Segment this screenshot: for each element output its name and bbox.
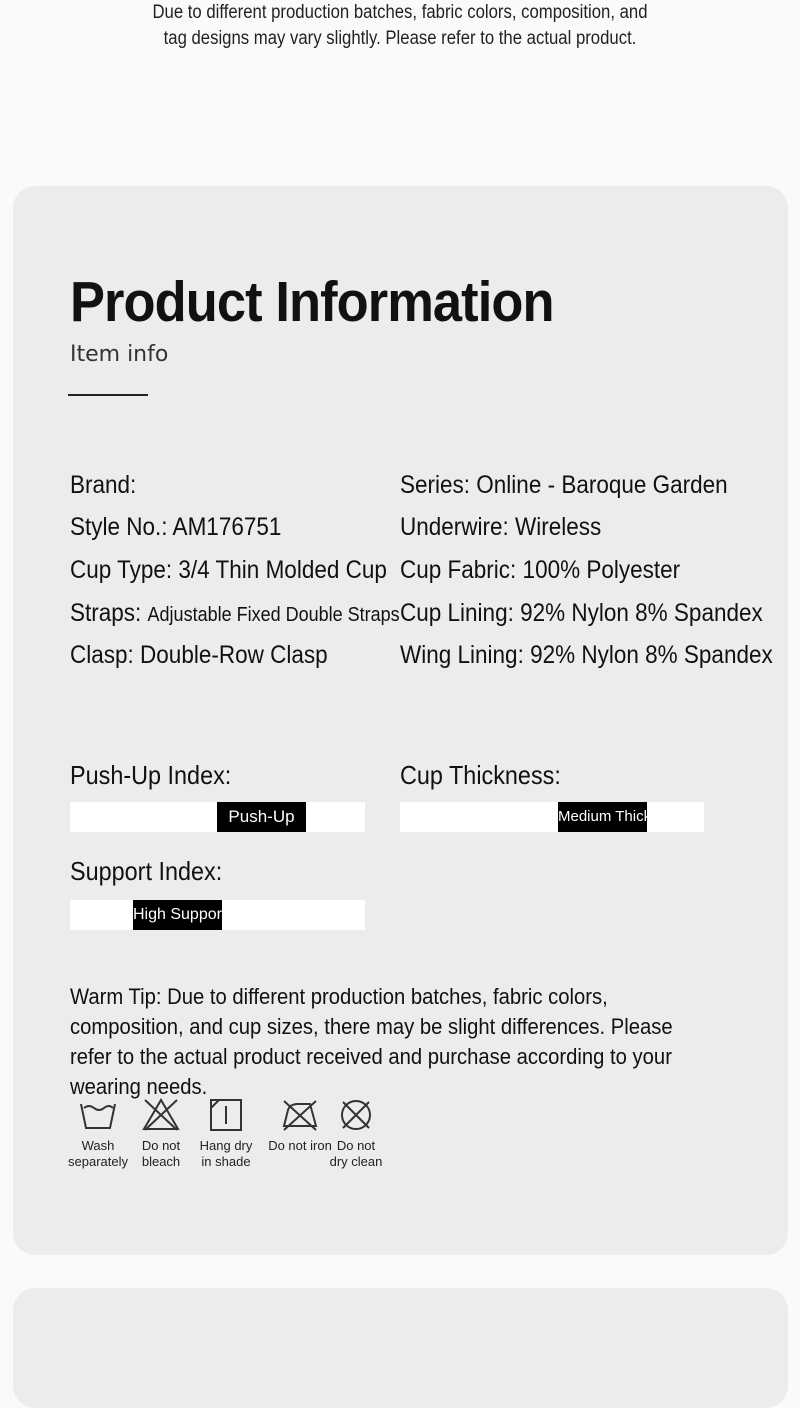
spec-series: [400, 470, 728, 500]
spec-label: Brand:: [70, 471, 137, 499]
disclaimer-line-2: tag designs may vary slightly. Please refer to the actual product.: [163, 28, 637, 49]
section-subtitle: Item info: [70, 342, 169, 367]
spec-underwire: [400, 512, 601, 542]
care-label-line-2: separately: [68, 1154, 128, 1169]
care-label-line-2: dry clean: [329, 1154, 383, 1169]
do-not-bleach-icon: [126, 1098, 196, 1132]
care-label-line-2: bleach: [141, 1154, 181, 1169]
spec-label: Style No.:: [70, 513, 168, 541]
disclaimer-note: [48, 0, 752, 52]
care-label-line-1: Do not: [336, 1138, 376, 1153]
spec-label: Wing Lining:: [400, 641, 524, 669]
care-label-line-1: Do not iron: [268, 1138, 332, 1153]
spec-value: Online - Baroque Garden: [476, 471, 728, 499]
care-label-line-1: Wash: [81, 1138, 115, 1153]
support-index-label: Support Index:: [70, 856, 223, 886]
product-information-card: [13, 186, 788, 1255]
care-hang-dry-shade: [191, 1098, 261, 1170]
spec-label: Cup Type:: [70, 556, 173, 584]
spec-cup-fabric: [400, 555, 680, 585]
spec-value: 92% Nylon 8% Spandex: [530, 641, 773, 669]
push-up-index-marker: Push-Up: [217, 802, 306, 832]
spec-value: 100% Polyester: [522, 556, 681, 584]
care-label-line-2: in shade: [201, 1154, 251, 1169]
care-do-not-bleach: [126, 1098, 196, 1170]
spec-value: AM176751: [172, 513, 282, 541]
push-up-index-label: Push-Up Index:: [70, 760, 232, 790]
care-do-not-dry-clean: [321, 1098, 391, 1170]
section-title: Product Information: [70, 270, 554, 334]
next-section-card: [13, 1288, 788, 1408]
cup-thickness-marker: Medium Thick: [558, 802, 647, 832]
spec-clasp: [70, 640, 328, 670]
spec-value: 92% Nylon 8% Spandex: [520, 599, 763, 627]
spec-label: Clasp:: [70, 641, 134, 669]
cup-thickness-label: Cup Thickness:: [400, 760, 561, 790]
spec-wing-lining: [400, 640, 773, 670]
spec-label: Cup Lining:: [400, 599, 514, 627]
spec-label: Series:: [400, 471, 471, 499]
spec-label: Underwire:: [400, 513, 509, 541]
spec-value: 3/4 Thin Molded Cup: [178, 556, 387, 584]
spec-style-no: [70, 512, 281, 542]
disclaimer-line-1: Due to different production batches, fabric colors, composition, and: [152, 2, 648, 23]
support-index-marker: High Support: [133, 900, 222, 930]
spec-label: Cup Fabric:: [400, 556, 517, 584]
push-up-index-bar: [70, 802, 365, 832]
wash-separately-icon: [63, 1098, 133, 1132]
title-divider: [68, 394, 148, 396]
spec-value: Wireless: [515, 513, 602, 541]
support-index-bar: [70, 900, 365, 930]
cup-thickness-bar: [400, 802, 704, 832]
spec-cup-type: [70, 555, 387, 585]
hang-dry-shade-icon: [191, 1098, 261, 1132]
spec-label: Straps:: [70, 599, 142, 627]
warm-tip: Warm Tip: Due to different production batches, fabric colors, composition, and cup sizes, there may be slight differences. Please refer to the actual product received and purchase according to your wearing needs.: [70, 984, 673, 1099]
do-not-dry-clean-icon: [321, 1098, 391, 1132]
spec-brand: [70, 470, 136, 500]
spec-straps: [70, 598, 400, 630]
care-wash-separately: [63, 1098, 133, 1170]
spec-value: Adjustable Fixed Double Straps: [147, 604, 400, 626]
spec-value: Double-Row Clasp: [140, 641, 328, 669]
care-label-line-1: Hang dry: [199, 1138, 253, 1153]
care-label-line-1: Do not: [141, 1138, 181, 1153]
spec-cup-lining: [400, 598, 763, 628]
